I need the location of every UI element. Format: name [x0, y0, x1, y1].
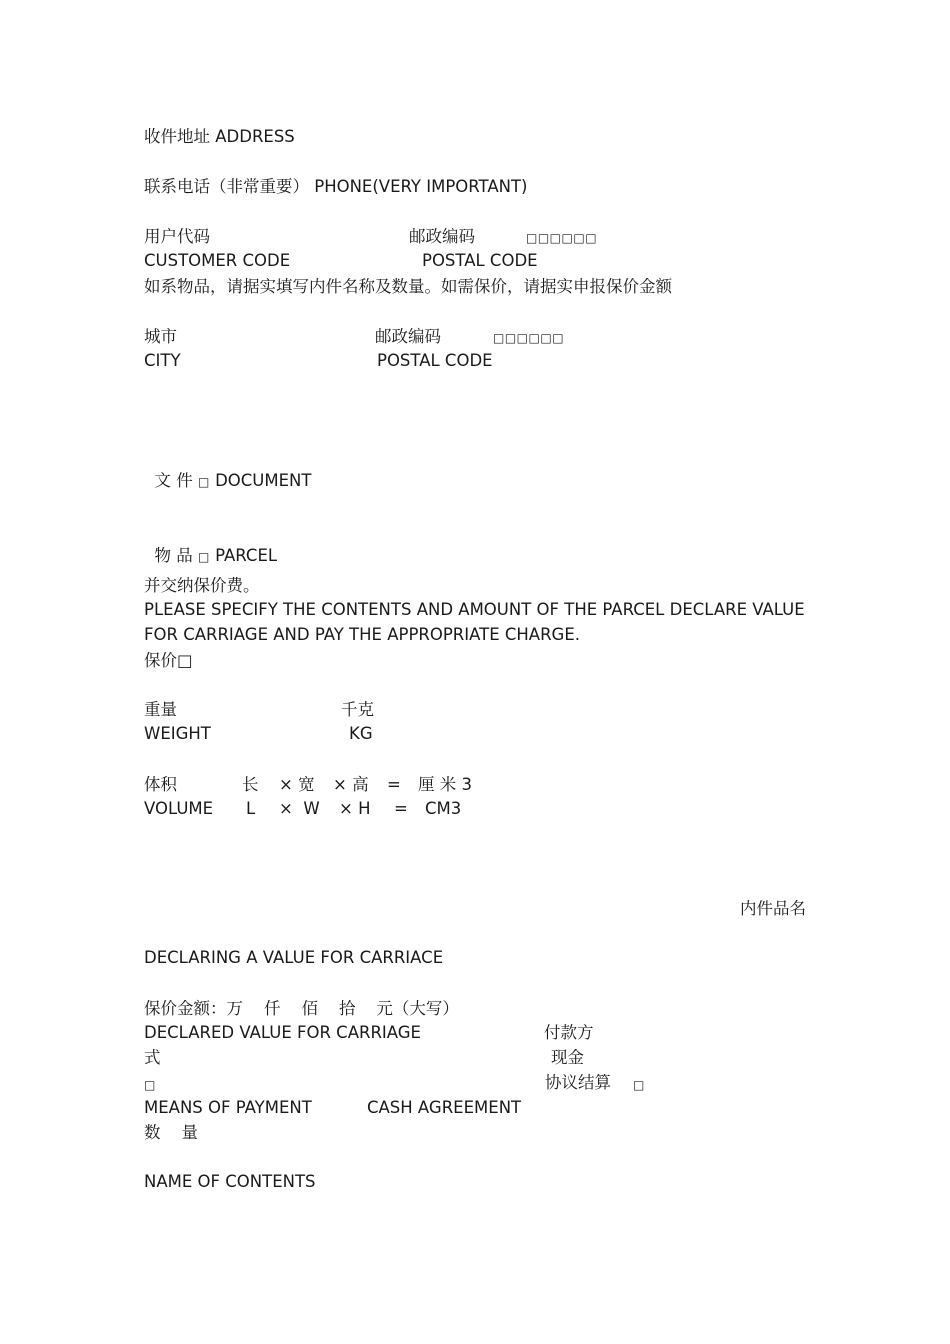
postal-code-boxes-1[interactable]: □□□□□□: [526, 231, 598, 245]
document-checkbox[interactable]: □: [198, 475, 210, 489]
insured-checkbox[interactable]: 保价□: [144, 651, 193, 670]
kg-cn: 千克: [341, 700, 374, 719]
cash-cn: 现金: [551, 1048, 584, 1067]
payment-method-cn-b: 式: [144, 1048, 161, 1067]
weight-en: WEIGHT: [144, 724, 211, 743]
cash-checkbox[interactable]: □: [144, 1078, 156, 1092]
volume-en-length: L: [246, 799, 256, 818]
payment-method-cn-a: 付款方: [544, 1023, 594, 1042]
specify-line-1: PLEASE SPECIFY THE CONTENTS AND AMOUNT OF THE PARCEL DECLARE VALUE: [144, 600, 805, 619]
document-en: DOCUMENT: [215, 471, 312, 490]
document-cn: 文 件: [154, 471, 193, 490]
city-cn: 城市: [144, 327, 177, 346]
postal-code-cn-1: 邮政编码: [409, 227, 475, 246]
volume-en-label: VOLUME: [144, 799, 214, 818]
parcel-option: [144, 526, 277, 567]
volume-cn-label: 体积: [144, 775, 177, 794]
postal-code-boxes-2[interactable]: □□□□□□: [493, 331, 565, 345]
volume-en-unit: CM3: [425, 799, 462, 818]
volume-en-equals: =: [394, 799, 408, 818]
postal-code-cn-2: 邮政编码: [375, 327, 441, 346]
name-of-contents-en: NAME OF CONTENTS: [144, 1172, 316, 1191]
kg-en: KG: [349, 724, 373, 743]
declared-value-en: DECLARED VALUE FOR CARRIAGE: [144, 1023, 421, 1042]
agreement-cn: 协议结算: [545, 1073, 611, 1092]
volume-cn-height: × 高: [333, 775, 369, 794]
quantity-cn: 数 量: [144, 1123, 198, 1142]
postal-code-en-2: POSTAL CODE: [377, 351, 493, 370]
contents-name-cn: 内件品名: [740, 899, 806, 918]
volume-cn-width: × 宽: [279, 775, 315, 794]
items-note-cn: 如系物品，请据实填写内件名称及数量。如需保价，请据实申报保价金额: [144, 277, 672, 296]
volume-cn-length: 长: [242, 775, 259, 794]
weight-cn: 重量: [144, 700, 177, 719]
customer-code-en: CUSTOMER CODE: [144, 251, 291, 270]
parcel-cn: 物 品: [154, 546, 193, 565]
cash-agreement-en: CASH AGREEMENT: [367, 1098, 522, 1117]
postal-code-en-1: POSTAL CODE: [422, 251, 538, 270]
pay-fee-cn: 并交纳保价费。: [144, 576, 260, 595]
specify-line-2: FOR CARRIAGE AND PAY THE APPROPRIATE CHARGE.: [144, 625, 581, 644]
volume-en-height: × H: [339, 799, 371, 818]
address-label: 收件地址 ADDRESS: [144, 127, 295, 146]
volume-cn-equals: =: [387, 775, 401, 794]
parcel-checkbox[interactable]: □: [198, 550, 210, 564]
declared-amount-cn: 保价金额：万 仟 佰 拾 元（大写）: [144, 999, 459, 1018]
means-of-payment-en: MEANS OF PAYMENT: [144, 1098, 312, 1117]
parcel-en: PARCEL: [215, 546, 278, 565]
phone-label: 联系电话（非常重要） PHONE(VERY IMPORTANT): [144, 177, 528, 196]
declaring-value-en: DECLARING A VALUE FOR CARRIACE: [144, 948, 444, 967]
document-option: [144, 451, 311, 492]
city-en: CITY: [144, 351, 181, 370]
customer-code-cn: 用户代码: [144, 227, 210, 246]
volume-cn-unit: 厘 米 3: [418, 775, 472, 794]
agreement-checkbox[interactable]: □: [633, 1078, 645, 1092]
volume-en-width: × W: [279, 799, 320, 818]
